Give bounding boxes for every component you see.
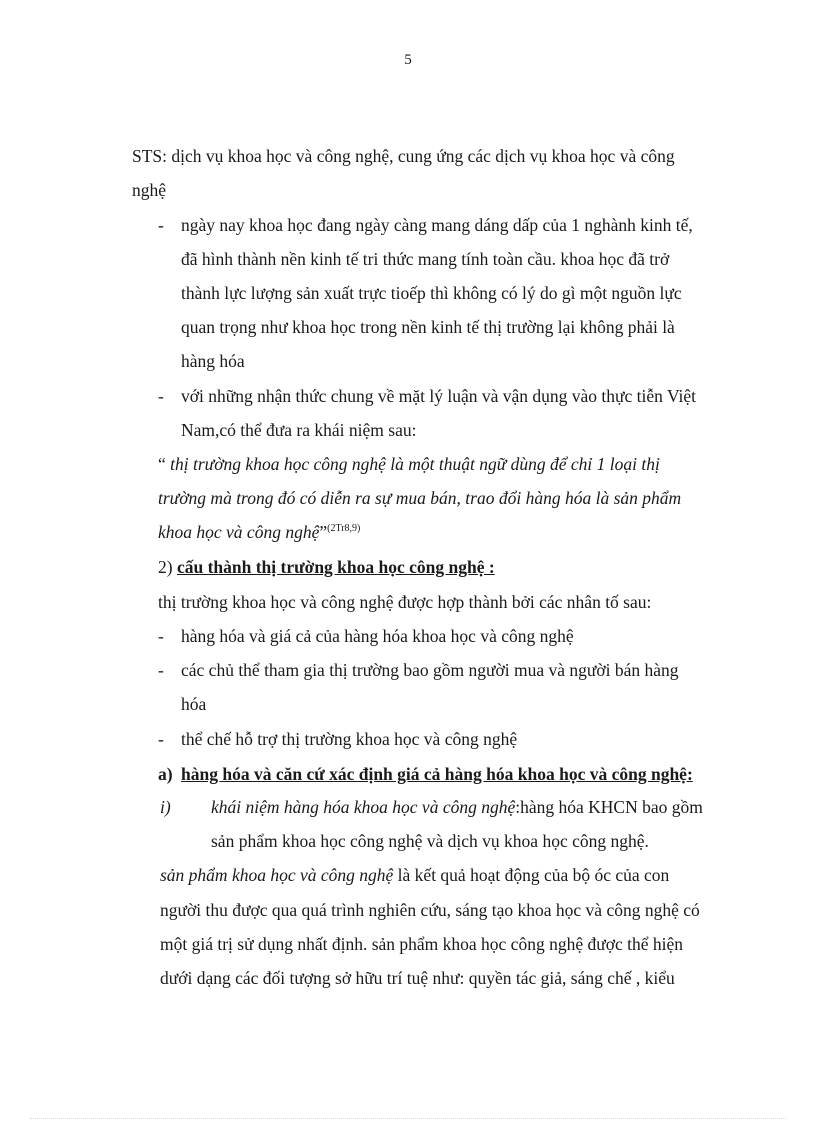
bullet-1-line-2: đã hình thành nền kinh tế tri thức mang tính toàn cầu. khoa học đã trở	[181, 249, 670, 269]
bullet-dash: -	[158, 215, 164, 235]
item-i-line-1	[211, 799, 703, 817]
item-i-line-2: sản phẩm khoa học công nghệ và dịch vụ khoa học công nghệ.	[211, 831, 649, 851]
bullet-1-line-3: thành lực lượng sản xuất trực tioếp thì không có lý do gì một nguồn lực	[181, 283, 682, 303]
citation-reference: (2Tr8,9)	[327, 523, 361, 534]
section-2-intro: thị trường khoa học và công nghệ được hợp thành bởi các nhân tố sau:	[158, 592, 652, 612]
quote-line-1	[158, 456, 660, 474]
bullet-1-line-4: quan trọng như khoa học trong nền kinh tế thị trường lại không phải là	[181, 317, 675, 337]
paragraph-line-3: một giá trị sử dụng nhất định. sản phẩm khoa học công nghệ được thể hiện	[160, 934, 683, 954]
paragraph-line-1	[160, 867, 669, 885]
bullet-dash: -	[158, 626, 164, 646]
subsection-a-title: hàng hóa và căn cứ xác định giá cả hàng hóa khoa học và công nghệ:	[181, 764, 693, 784]
subsection-a-label: a)	[158, 764, 173, 784]
page-number: 5	[404, 52, 412, 68]
section-2-number: 2)	[158, 557, 173, 577]
item-i-label: i)	[160, 797, 171, 817]
bullet-1-line-5: hàng hóa	[181, 351, 245, 371]
page-bottom-divider	[30, 1118, 786, 1119]
component-2-line-2: hóa	[181, 694, 207, 714]
section-2-heading	[158, 559, 495, 577]
bullet-dash: -	[158, 660, 164, 680]
quote-text-3: khoa học và công nghệ	[158, 522, 320, 542]
bullet-dash: -	[158, 386, 164, 406]
paragraph-line-2: người thu được qua quá trình nghiên cứu, sáng tạo khoa học và công nghệ có	[160, 900, 700, 920]
quote-text-1: thị trường khoa học công nghệ là một thuật ngữ dùng để chỉ 1 loại thị	[170, 454, 660, 474]
paragraph-line-4: dưới dạng các đối tượng sở hữu trí tuệ như: quyền tác giả, sáng chế , kiểu	[160, 968, 675, 988]
bullet-2-line-2: Nam,có thể đưa ra khái niệm sau:	[181, 420, 417, 440]
component-2-line-1: các chủ thể tham gia thị trường bao gồm người mua và người bán hàng	[181, 660, 679, 680]
open-quote: “	[158, 454, 171, 474]
bullet-1-line-1: ngày nay khoa học đang ngày càng mang dáng dấp của 1 nghành kinh tế,	[181, 215, 693, 235]
item-i-rest: :hàng hóa KHCN bao gồm	[515, 797, 703, 817]
intro-line-1: STS: dịch vụ khoa học và công nghệ, cung ứng các dịch vụ khoa học và công	[132, 146, 675, 166]
intro-line-2: nghệ	[132, 180, 167, 200]
component-3: thể chế hỗ trợ thị trường khoa học và công nghệ	[181, 729, 518, 749]
bullet-dash: -	[158, 729, 164, 749]
quote-line-2: trường mà trong đó có diễn ra sự mua bán, trao đổi hàng hóa là sản phẩm	[158, 488, 682, 508]
item-i-term: khái niệm hàng hóa khoa học và công nghệ	[211, 797, 516, 817]
section-2-title: cấu thành thị trường khoa học công nghệ :	[176, 557, 495, 577]
bullet-2-line-1: với những nhận thức chung về mặt lý luận và vận dụng vào thực tiễn Việt	[181, 386, 697, 406]
quote-line-3	[158, 524, 360, 542]
paragraph-term: sản phẩm khoa học và công nghệ	[160, 865, 394, 885]
component-1: hàng hóa và giá cả của hàng hóa khoa học và công nghệ	[181, 626, 574, 646]
close-quote: ”	[319, 522, 328, 542]
paragraph-line-1-rest: là kết quả hoạt động của bộ óc của con	[393, 865, 670, 885]
